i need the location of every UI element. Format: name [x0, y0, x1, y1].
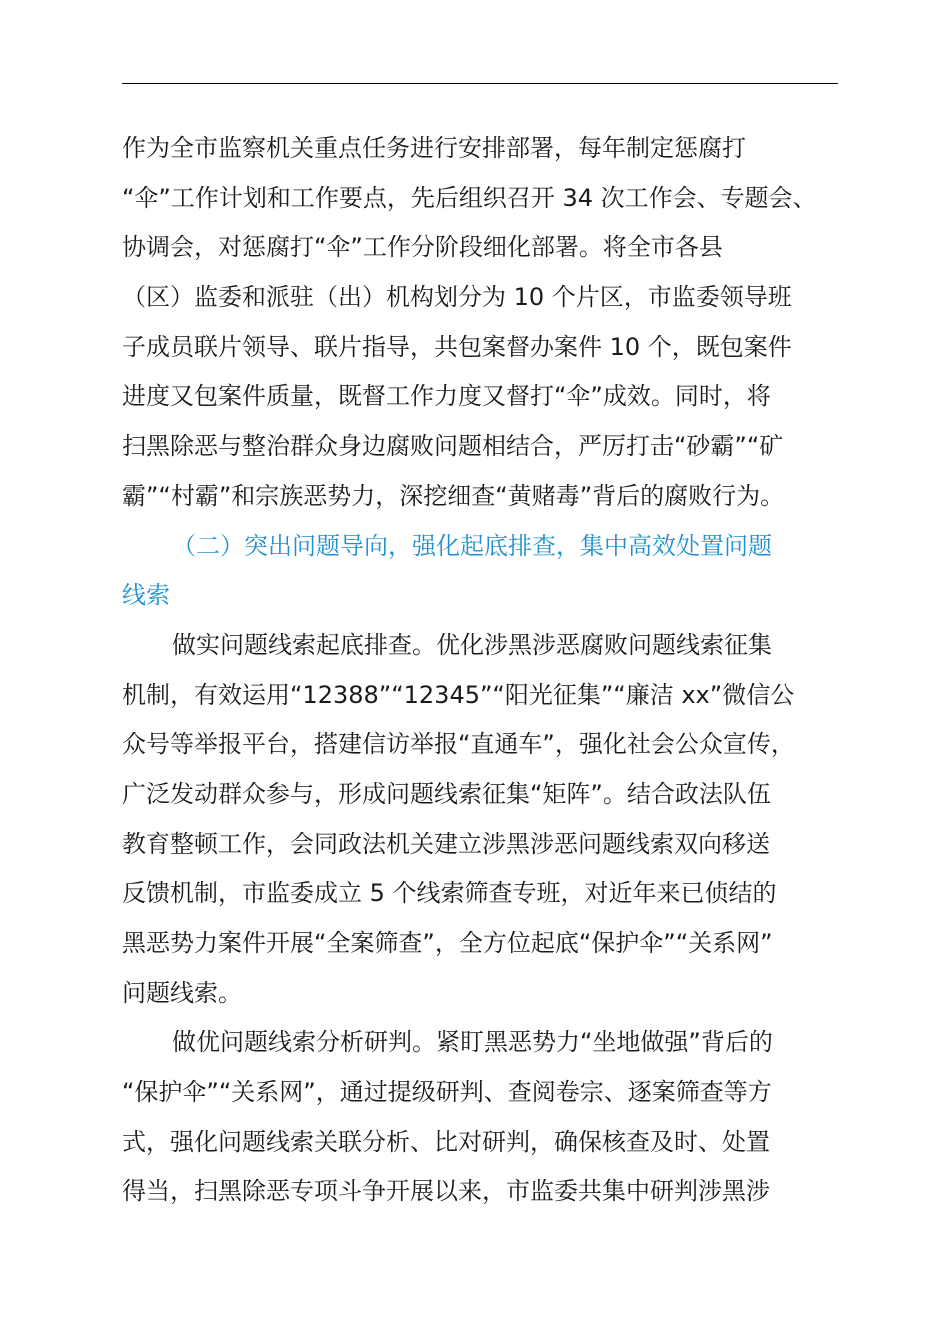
- text-line: 黑恶势力案件开展“全案筛查”，全方位起底“保护伞”“关系网”: [122, 929, 773, 957]
- text-line: 教育整顿工作，会同政法机关建立涉黑涉恶问题线索双向移送: [122, 829, 770, 858]
- paragraph-1: [122, 124, 862, 522]
- text-line: 做优问题线索分析研判。紧盯黑恶势力“坐地做强”背后的: [172, 1028, 773, 1057]
- text-line: 做实问题线索起底排查。优化涉黑涉恶腐败问题线索征集: [172, 630, 772, 659]
- text-line: 问题线索。: [122, 978, 242, 1007]
- paragraph-2: [122, 621, 862, 1019]
- text-line: 作为全市监察机关重点任务进行安排部署，每年制定惩腐打: [122, 134, 746, 162]
- document-body: [122, 124, 862, 1217]
- text-line: “伞”工作计划和工作要点，先后组织召开 34 次工作会、专题会、: [122, 183, 817, 212]
- section-heading-2: [122, 522, 862, 621]
- text-line: 协调会，对惩腐打“伞”工作分阶段细化部署。将全市各县: [122, 233, 723, 262]
- text-line: 反馈机制，市监委成立 5 个线索筛查专班，对近年来已侦结的: [122, 879, 777, 908]
- text-line: 霸”“村霸”和宗族恶势力，深挖细查“黄赌毒”背后的腐败行为。: [122, 481, 785, 510]
- text-line: 扫黑除恶与整治群众身边腐败问题相结合，严厉打击“砂霸”“矿: [122, 432, 784, 461]
- text-line: 得当，扫黑除恶专项斗争开展以来，市监委共集中研判涉黑涉: [122, 1177, 770, 1206]
- header-rule: [122, 83, 838, 84]
- text-line: 式，强化问题线索关联分析、比对研判，确保核查及时、处置: [122, 1127, 770, 1156]
- heading-line: 线索: [122, 581, 170, 610]
- text-line: “保护伞”“关系网”，通过提级研判、查阅卷宗、逐案筛查等方: [122, 1078, 772, 1107]
- text-line: 进度又包案件质量，既督工作力度又督打“伞”成效。同时，将: [122, 382, 771, 411]
- heading-line: （二）突出问题导向，强化起底排查，集中高效处置问题: [172, 531, 772, 560]
- text-line: （区）监委和派驻（出）机构划分为 10 个片区，市监委领导班: [122, 283, 792, 312]
- text-line: 广泛发动群众参与，形成问题线索征集“矩阵”。结合政法队伍: [122, 779, 771, 808]
- text-line: 众号等举报平台，搭建信访举报“直通车”，强化社会公众宣传，: [122, 730, 795, 759]
- text-line: 子成员联片领导、联片指导，共包案督办案件 10 个，既包案件: [122, 332, 792, 361]
- text-line: 机制，有效运用“12388”“12345”“阳光征集”“廉洁 xx”微信公: [122, 680, 795, 709]
- paragraph-3: [122, 1018, 862, 1217]
